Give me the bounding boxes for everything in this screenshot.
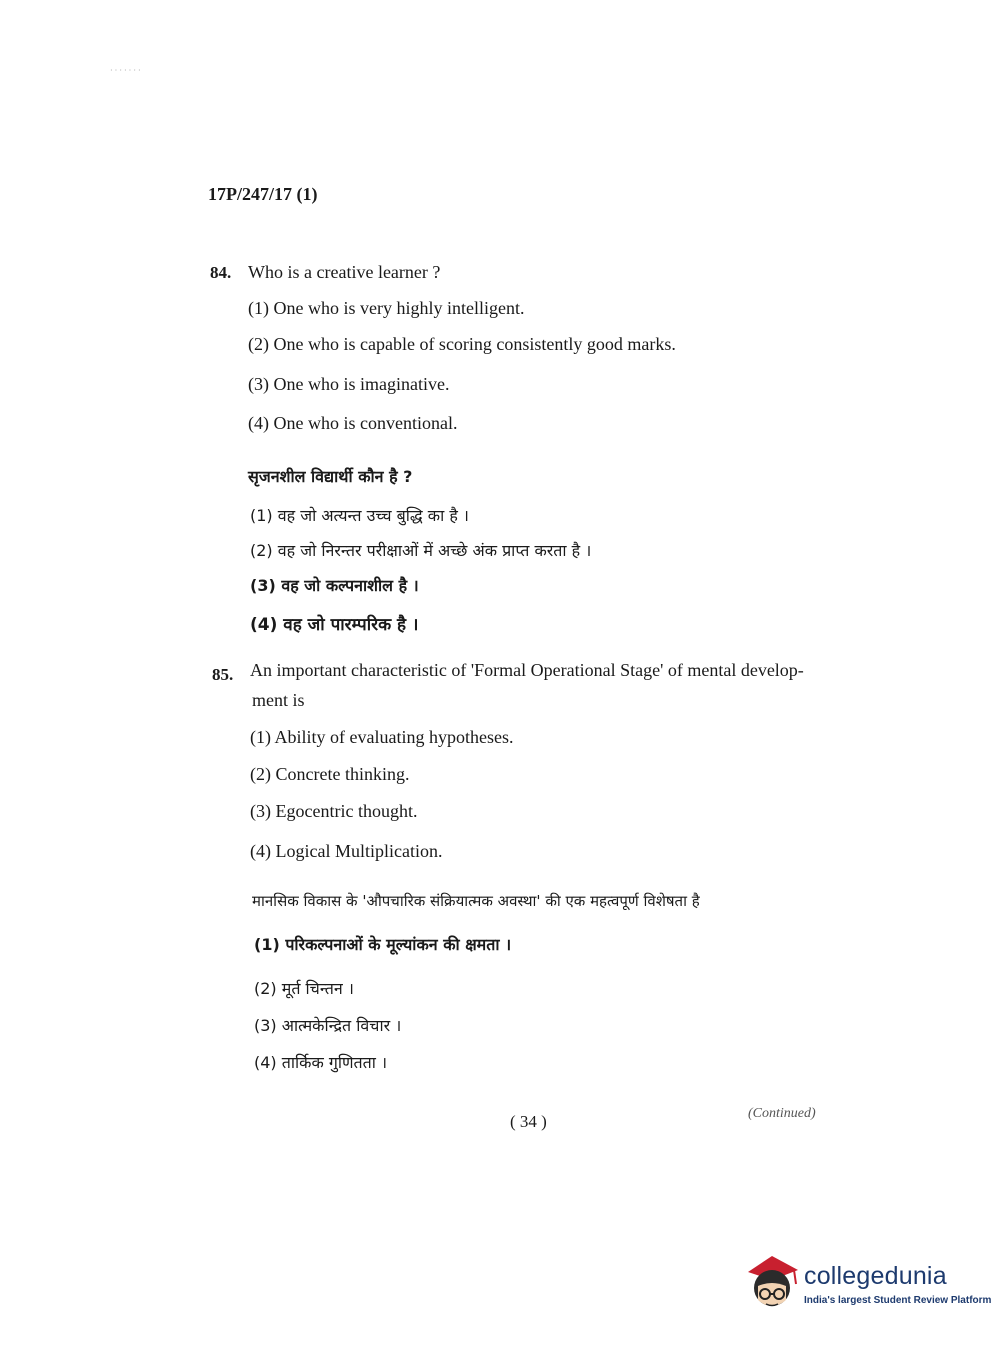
question-85-text-en-line1: An important characteristic of 'Formal Operational Stage' of mental develop-	[250, 660, 804, 680]
question-84-option-1-hi: (1) वह जो अत्यन्त उच्च बुद्धि का है ।	[250, 506, 469, 525]
question-85-option-2-hi: (2) मूर्त चिन्तन ।	[254, 979, 354, 998]
question-85-option-1-hi: (1) परिकल्पनाओं के मूल्यांकन की क्षमता ।	[254, 935, 512, 954]
question-85-option-3-en: (3) Egocentric thought.	[250, 801, 418, 821]
question-84-option-3-en: (3) One who is imaginative.	[248, 374, 450, 394]
question-84-option-4-en: (4) One who is conventional.	[248, 413, 458, 433]
question-85-option-4-hi: (4) तार्किक गुणितता ।	[254, 1053, 388, 1072]
question-84-option-2-hi: (2) वह जो निरन्तर परीक्षाओं में अच्छे अंक प्राप्त करता है ।	[250, 541, 592, 560]
brand-name: collegedunia	[804, 1262, 947, 1290]
question-84-text-en: Who is a creative learner ?	[248, 262, 441, 282]
continued-label: (Continued)	[748, 1106, 816, 1121]
paper-code: 17P/247/17 (1)	[208, 184, 318, 204]
question-84-option-4-hi: (4) वह जो पारम्परिक है ।	[250, 615, 419, 635]
question-85-number: 85.	[212, 665, 234, 684]
scan-mark: · · · · · · ·	[110, 66, 141, 75]
question-85-option-3-hi: (3) आत्मकेन्द्रित विचार ।	[254, 1016, 402, 1035]
question-85-option-2-en: (2) Concrete thinking.	[250, 764, 410, 784]
question-85-option-4-en: (4) Logical Multiplication.	[250, 841, 443, 861]
question-85-text-hi: मानसिक विकास के 'औपचारिक संक्रियात्मक अवस्था' की एक महत्वपूर्ण विशेषता है	[252, 892, 700, 910]
question-84-option-1-en: (1) One who is very highly intelligent.	[248, 298, 525, 318]
page-number: ( 34 )	[510, 1112, 547, 1131]
question-84-option-2-en: (2) One who is capable of scoring consistently good marks.	[248, 334, 676, 354]
question-84-text-hi: सृजनशील विद्यार्थी कौन है ?	[248, 467, 413, 486]
collegedunia-mascot-logo	[742, 1250, 804, 1318]
question-85-option-1-en: (1) Ability of evaluating hypotheses.	[250, 727, 514, 747]
question-84-option-3-hi: (3) वह जो कल्पनाशील है ।	[250, 576, 419, 595]
question-84-number: 84.	[210, 263, 232, 282]
question-85-text-en-line2: ment is	[252, 690, 305, 710]
brand-tagline: India's largest Student Review Platform	[804, 1295, 992, 1306]
